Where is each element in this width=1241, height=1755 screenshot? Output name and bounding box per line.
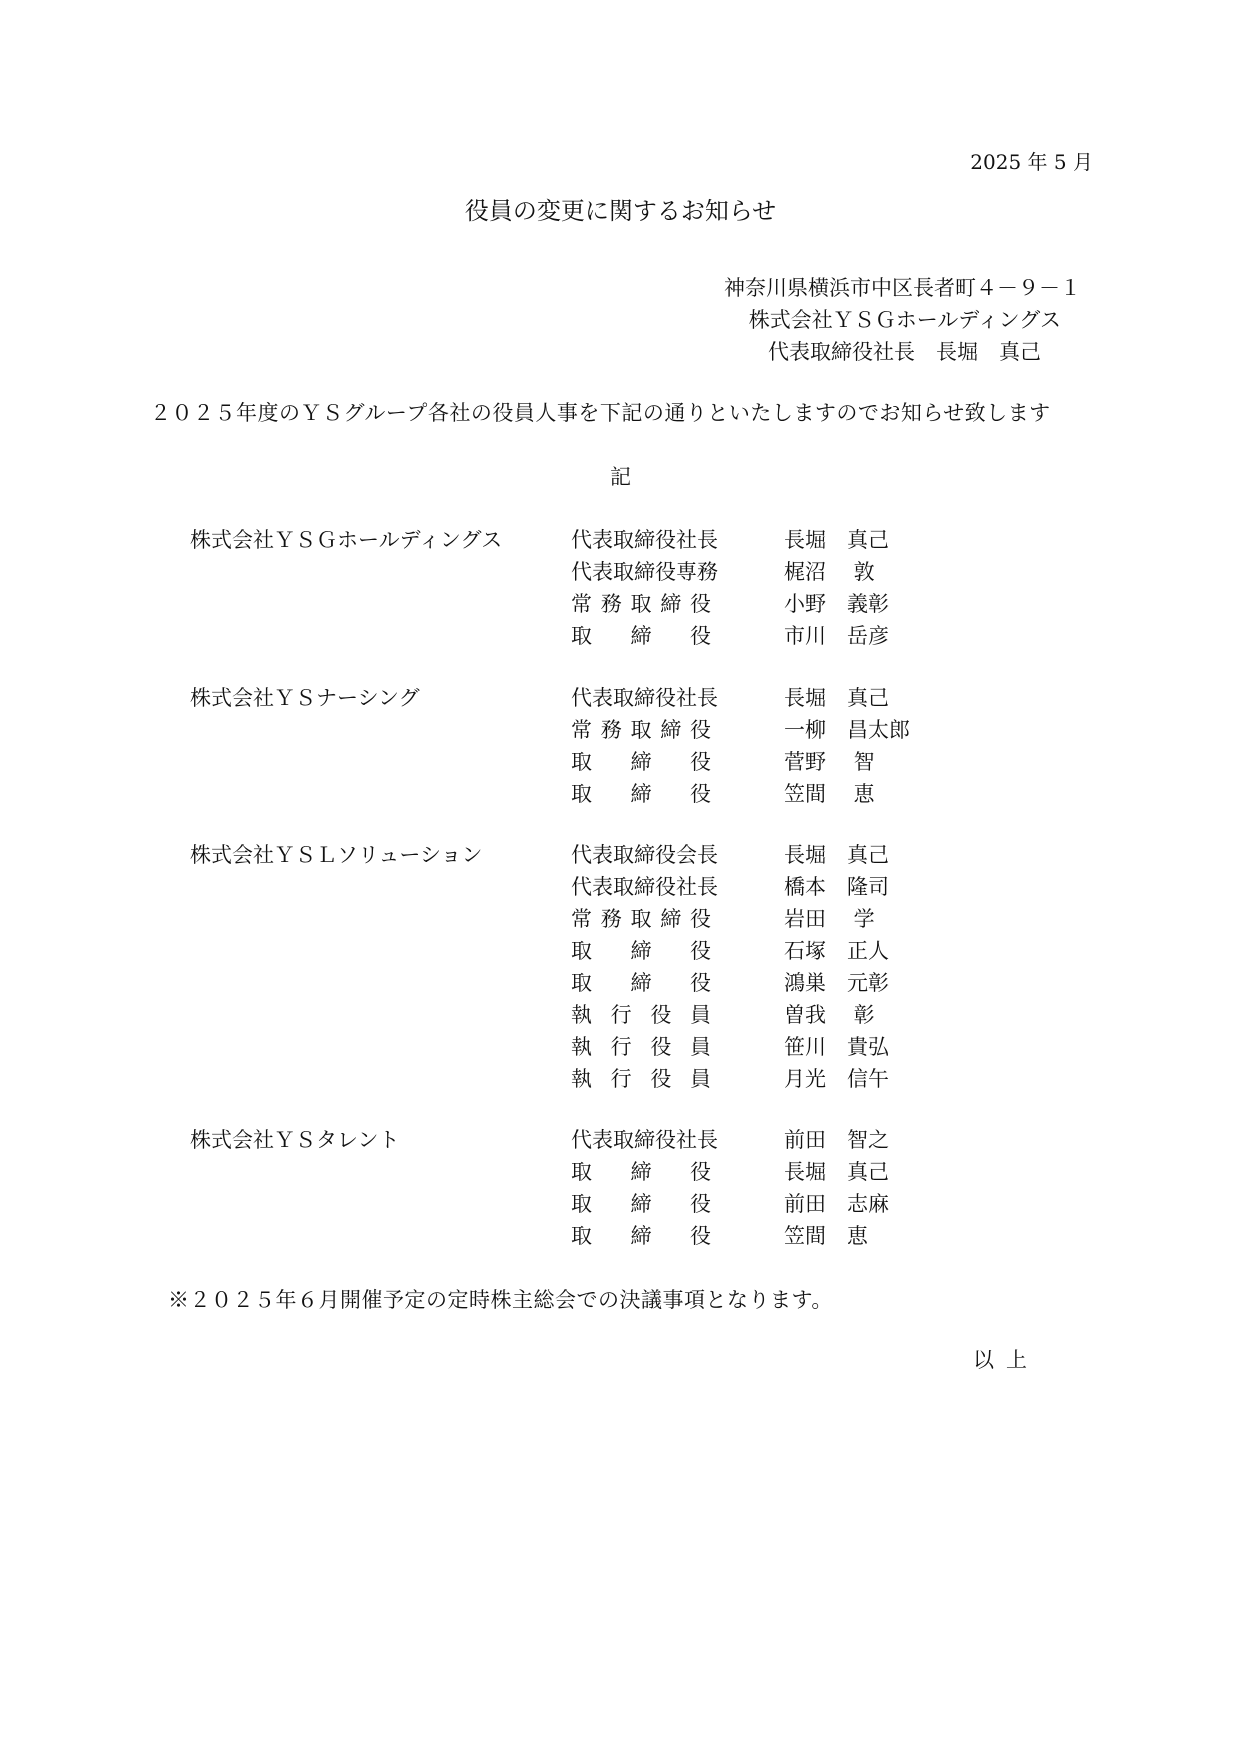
member-title: 執行役員: [571, 1067, 711, 1091]
member-row: [190, 877, 990, 909]
member-title: 取締役: [571, 750, 711, 774]
member-row: [190, 941, 990, 973]
company-name: 株式会社ＹＳＬソリューション: [190, 843, 483, 867]
member-name: 笹川 貴弘: [784, 1035, 889, 1059]
member-row: [190, 720, 990, 752]
member-title: 取締役: [571, 782, 711, 806]
footnote: ※２０２５年６月開催予定の定時株主総会での決議事項となります。: [168, 1288, 833, 1312]
member-name: 笠間 恵: [784, 782, 875, 806]
document-date: 2025 年 5 月: [970, 150, 1093, 174]
member-title: 執行役員: [571, 1003, 711, 1027]
member-row: [190, 688, 990, 720]
member-row: [190, 1162, 990, 1194]
member-title: 常務取締役: [571, 907, 711, 931]
company-name: 株式会社ＹＳＧホールディングス: [190, 528, 503, 552]
member-name: 市川 岳彦: [784, 624, 889, 648]
member-title: 常務取締役: [571, 592, 711, 616]
company-name: 株式会社ＹＳタレント: [190, 1128, 400, 1152]
member-title: 取締役: [571, 1224, 711, 1248]
member-row: [190, 1069, 990, 1101]
ki-heading: 記: [610, 465, 631, 489]
member-row: [190, 1130, 990, 1162]
member-row: [190, 1005, 990, 1037]
member-row: [190, 752, 990, 784]
member-name: 曽我 彰: [784, 1003, 875, 1027]
member-title: 代表取締役社長: [571, 1128, 718, 1152]
member-name: 小野 義彰: [784, 592, 889, 616]
member-name: 笠間 恵: [784, 1224, 868, 1248]
member-name: 月光 信午: [784, 1067, 889, 1091]
company-name: 株式会社ＹＳナーシング: [190, 686, 420, 710]
member-name: 石塚 正人: [784, 939, 889, 963]
intro-text: ２０２５年度のＹＳグループ各社の役員人事を下記の通りといたしますのでお知らせ致します: [150, 401, 1051, 425]
member-row: [190, 845, 990, 877]
member-row: [190, 594, 990, 626]
member-row: [190, 562, 990, 594]
member-title: 代表取締役社長: [571, 686, 718, 710]
member-row: [190, 1194, 990, 1226]
member-title: 代表取締役社長: [571, 528, 718, 552]
sender-address: 神奈川県横浜市中区長者町４－９－１: [724, 276, 1081, 300]
member-name: 一柳 昌太郎: [784, 718, 910, 742]
sender-company: 株式会社ＹＳＧホールディングス: [748, 308, 1061, 332]
closing-mark: 以上: [973, 1348, 1039, 1372]
member-title: 代表取締役社長: [571, 875, 718, 899]
member-name: 岩田 学: [784, 907, 875, 931]
member-name: 菅野 智: [784, 750, 875, 774]
member-row: [190, 530, 990, 562]
member-name: 長堀 真己: [784, 528, 889, 552]
member-row: [190, 973, 990, 1005]
member-title: 取締役: [571, 624, 711, 648]
member-title: 取締役: [571, 939, 711, 963]
member-title: 執行役員: [571, 1035, 711, 1059]
member-row: [190, 909, 990, 941]
member-title: 取締役: [571, 971, 711, 995]
member-row: [190, 626, 990, 658]
member-name: 長堀 真己: [784, 843, 889, 867]
document-title: 役員の変更に関するお知らせ: [464, 197, 777, 225]
member-row: [190, 1226, 990, 1258]
member-name: 前田 志麻: [784, 1192, 889, 1216]
member-name: 梶沼 敦: [784, 560, 875, 584]
member-name: 長堀 真己: [784, 686, 889, 710]
member-name: 前田 智之: [784, 1128, 889, 1152]
member-row: [190, 784, 990, 816]
sender-block: [561, 278, 1081, 374]
member-title: 代表取締役会長: [571, 843, 718, 867]
member-title: 取締役: [571, 1192, 711, 1216]
member-name: 鴻巣 元彰: [784, 971, 889, 995]
member-title: 常務取締役: [571, 718, 711, 742]
member-name: 橋本 隆司: [784, 875, 889, 899]
member-row: [190, 1037, 990, 1069]
member-title: 取締役: [571, 1160, 711, 1184]
member-title: 代表取締役専務: [571, 560, 718, 584]
member-name: 長堀 真己: [784, 1160, 889, 1184]
sender-representative: 代表取締役社長 長堀 真己: [768, 340, 1041, 364]
